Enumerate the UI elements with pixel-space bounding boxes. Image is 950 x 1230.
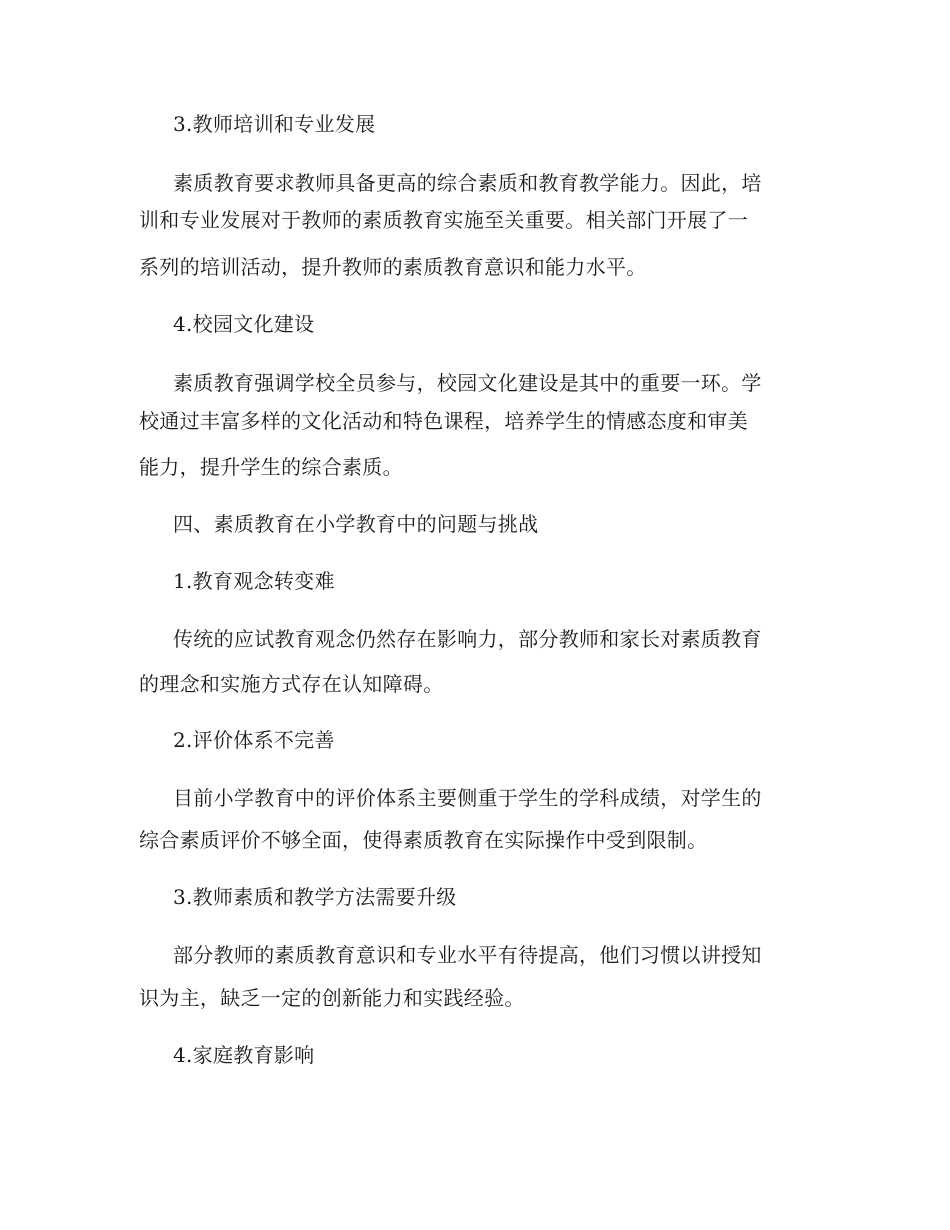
paragraph-line: 校通过丰富多样的文化活动和特色课程，培养学生的情感态度和审美 bbox=[139, 409, 748, 433]
section-heading: 4.家庭教育影响 bbox=[173, 1043, 315, 1067]
section-heading: 2.评价体系不完善 bbox=[173, 728, 335, 752]
paragraph-line: 识为主，缺乏一定的创新能力和实践经验。 bbox=[139, 986, 525, 1010]
paragraph-line: 素质教育强调学校全员参与，校园文化建设是其中的重要一环。学 bbox=[173, 371, 762, 395]
paragraph-line: 目前小学教育中的评价体系主要侧重于学生的学科成绩，对学生的 bbox=[173, 786, 762, 810]
paragraph-line: 综合素质评价不够全面，使得素质教育在实际操作中受到限制。 bbox=[139, 828, 708, 852]
paragraph-line: 传统的应试教育观念仍然存在影响力，部分教师和家长对素质教育 bbox=[173, 627, 762, 651]
paragraph-line: 的理念和实施方式存在认知障碍。 bbox=[139, 672, 444, 696]
section-heading: 3.教师培训和专业发展 bbox=[173, 112, 376, 136]
section-heading: 1.教育观念转变难 bbox=[173, 569, 335, 593]
chapter-heading: 四、素质教育在小学教育中的问题与挑战 bbox=[173, 512, 539, 536]
paragraph-line: 能力，提升学生的综合素质。 bbox=[139, 455, 403, 479]
paragraph-line: 训和专业发展对于教师的素质教育实施至关重要。相关部门开展了一 bbox=[139, 208, 748, 232]
paragraph-line: 部分教师的素质教育意识和专业水平有待提高，他们习惯以讲授知 bbox=[173, 943, 762, 967]
paragraph-line: 系列的培训活动，提升教师的素质教育意识和能力水平。 bbox=[139, 255, 647, 279]
paragraph-line: 素质教育要求教师具备更高的综合素质和教育教学能力。因此，培 bbox=[173, 171, 762, 195]
section-heading: 3.教师素质和教学方法需要升级 bbox=[173, 885, 457, 909]
section-heading: 4.校园文化建设 bbox=[173, 312, 315, 336]
